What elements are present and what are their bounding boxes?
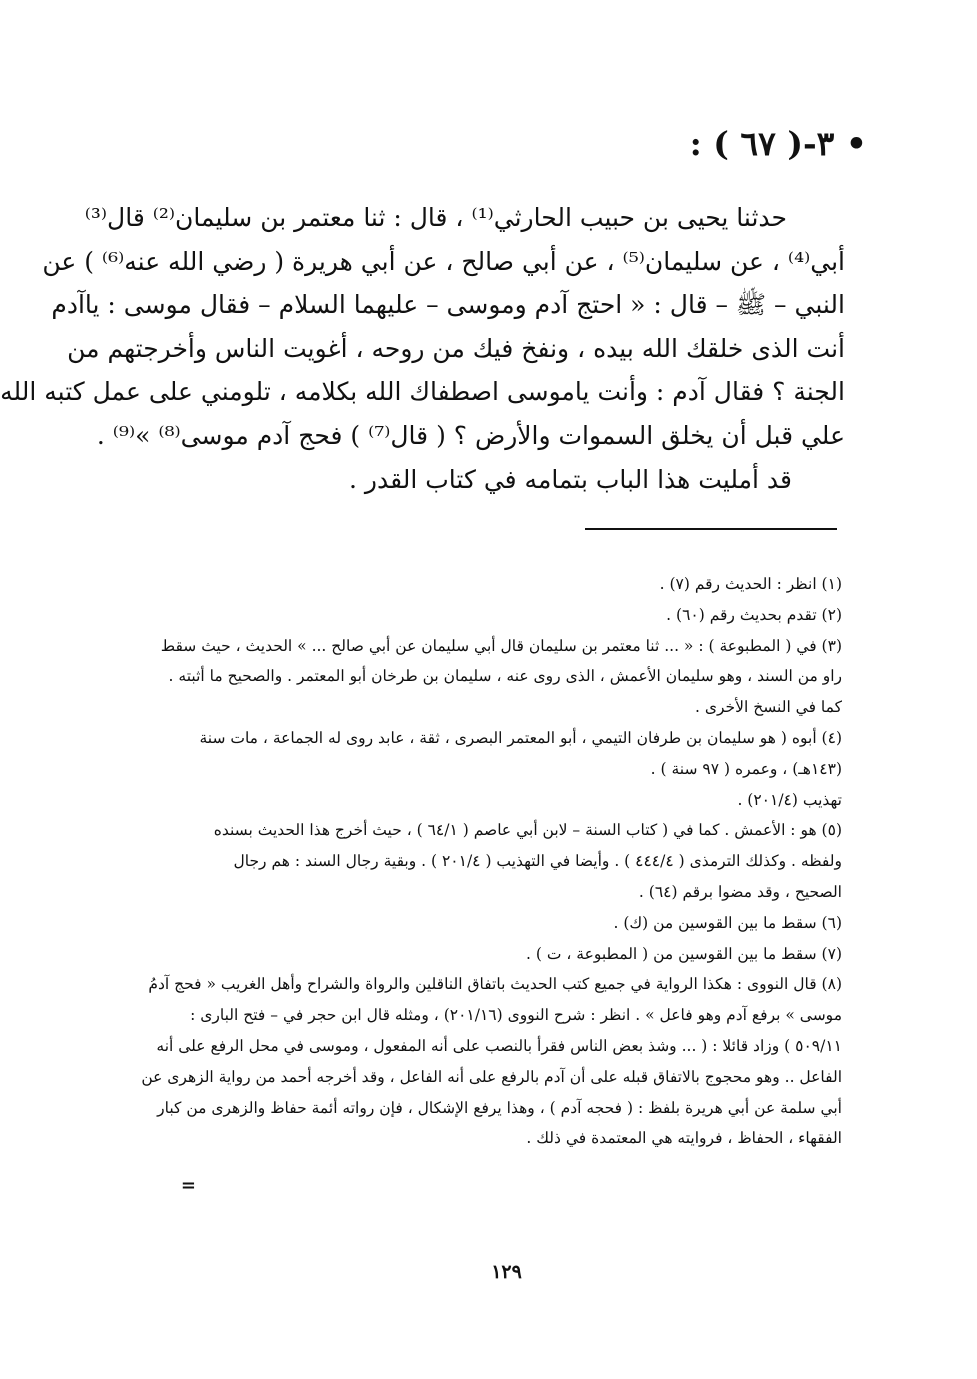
footnote-line: (٢) تقدم بحديث رقم (٦٠) . [666, 605, 842, 624]
hadith-text [0, 196, 845, 457]
footnote-line: الفقهاء ، الحفاظ ، فروايته هي المعتمدة في ذلك . [526, 1129, 842, 1148]
footnote-separator [585, 528, 837, 530]
footnote-line: الفاعل .. وهو محجوج بالاتفاق قبله على أن آدم بالرفع على أنه الفاعل ، وقد أخرجه أحمد من رواية الزهرى عن [141, 1067, 842, 1086]
footnote-line: (١) انظر : الحديث رقم (٧) . [659, 575, 842, 593]
hadith-line: علي قبل أن يخلق السموات والأرض ؟ ( قال⁽⁷⁾ ) فحج آدم موسى⁽⁸⁾ »⁽⁹⁾ . [96, 420, 845, 450]
footnote-line: (١٤٣هـ) ، وعمره ( ٩٧ سنة ) . [650, 759, 842, 778]
footnote-line: تهذيب (٢٠١/٤) . [737, 790, 842, 809]
footnotes [141, 569, 842, 1154]
footnote-line: (٤) أبوه ( هو سليمان بن طرفان التيمي ، أبو المعتمر البصرى ، ثقة ، عابد روى له الجماعة ، مات سنة [199, 728, 842, 747]
hadith-number-heading: • ٣-( ٦٧ ) : [689, 124, 867, 163]
hadith-line: النبي – ﷺ – قال : « احتج آدم وموسى – عليهما السلام – فقال موسى : ياآدم [51, 290, 845, 319]
closing-remark: قد أمليت هذا الباب بتمامه في كتاب القدر . [349, 465, 792, 494]
footnote-line: ولفظه . وكذلك الترمذى ( ٤٤٤/٤ ) . وأيضا في التهذيب ( ٢٠١/٤ ) . وبقية رجال السند : هم رجال [233, 852, 842, 871]
footnote-line: (٨) قال النووى : هكذا الرواية في جميع كتب الحديث باتفاق الناقلين والرواة والشراح وأهل الغريب « فحج آدمُ [148, 975, 842, 994]
hadith-line: الجنة ؟ فقال آدم : وأنت ياموسى اصطفاك الله بكلامه ، تلومني على عمل كتبه الله [0, 377, 845, 406]
footnote-line: (٦) سقط ما بين القوسين من (ك) . [613, 913, 842, 932]
page-number: ١٢٩ [491, 1261, 522, 1283]
footnote-line: راو من السند ، وهو سليمان الأعمش ، الذى روى عنه ، سليمان بن طرخان أبو المعتمر . والصحيح ما أثبته . [168, 667, 842, 686]
hadith-line: حدثنا يحيى بن حبيب الحارثي⁽¹⁾ ، قال : ثنا معتمر بن سليمان⁽²⁾ قال⁽³⁾ [84, 203, 787, 232]
hadith-line: أبي⁽⁴⁾ ، عن سليمان⁽⁵⁾ ، عن أبي صالح ، عن أبي هريرة ( رضي الله عنه⁽⁶⁾ ) عن [42, 246, 845, 276]
footnote-line: (٥) هو : الأعمش . كما في ( كتاب السنة – لابن أبي عاصم ( ٦٤/١ ) ، حيث أخرج هذا الحديث بسنده [213, 821, 842, 840]
hadith-line: أنت الذى خلقك الله بيده ، ونفخ فيك من روحه ، أغويت الناس وأخرجتهم من [67, 333, 845, 363]
footnote-line: (٣) في ( المطبوعة ) : « ... ثنا معتمر بن سليمان قال أبي سليمان عن أبي صالح ... » الحديث ، حيث سقط [160, 636, 842, 655]
footnote-line: كما في النسخ الأخرى . [695, 698, 842, 717]
footnote-line: (٧) سقط ما بين القوسين من ( المطبوعة ، ت ) . [526, 944, 842, 963]
footnote-line: أبي سلمة عن أبي هريرة بلفظ : ( فحجه آدم ) ، وهذا يرفع الإشكال ، فإن رواته أئمة حفاظ والزهرى من كبار [157, 1098, 842, 1117]
footnote-line: الصحيح ، وقد مضوا برقم (٦٤) . [638, 882, 842, 901]
continuation-mark: = [180, 1175, 196, 1196]
footnote-line: ٥٠٩/١١ ) وزاد قائلا : ( ... وشذ بعض الناس فقرأ بالنصب على أنه المفعول ، وموسى في محل الرفع على أنه [156, 1036, 842, 1055]
footnote-line: موسى » برفع آدم وهو فاعل » . انظر : شرح النووى (٢٠١/١٦) ، ومثله قال ابن حجر في – فتح البارى : [190, 1006, 842, 1025]
